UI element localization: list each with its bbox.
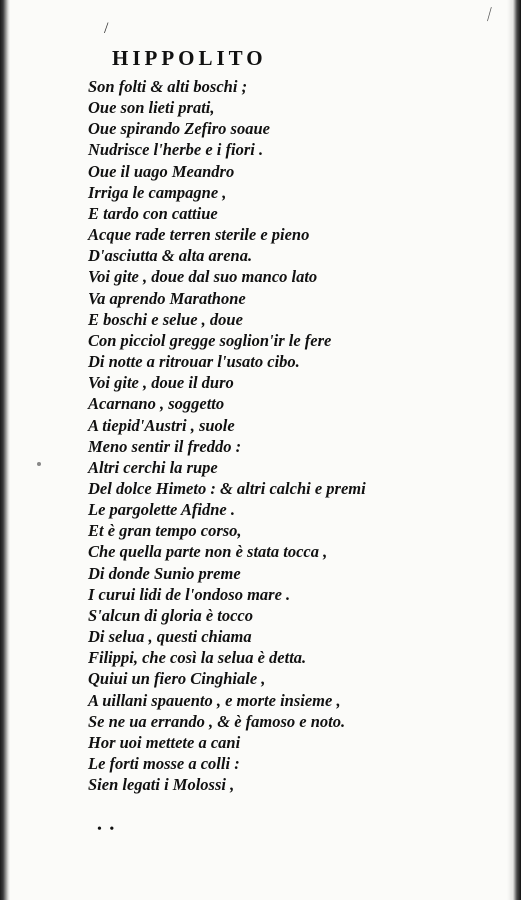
- verse-line: Filippi, che così la selua è detta.: [88, 648, 307, 668]
- verse-line: Di donde Sunio preme: [88, 563, 241, 583]
- verse-line: Le forti mosse a colli :: [88, 754, 240, 773]
- verse-line: Va aprendo Marathone: [88, 288, 246, 308]
- verse-line: A uillani spauento , e morte insieme ,: [88, 690, 341, 710]
- verse-line: Voi gite , doue dal suo manco lato: [88, 267, 318, 287]
- verse-line: S'alcun di gloria è tocco: [88, 605, 253, 625]
- verse-line: Son folti & alti boschi ;: [88, 77, 248, 96]
- verse-line: Acarnano , soggetto: [88, 394, 225, 414]
- verse-line: A tiepid'Austri , suole: [88, 415, 235, 435]
- verse-line: Le pargolette Afidne .: [88, 500, 235, 520]
- running-head: HIPPOLITO: [112, 46, 267, 70]
- verse-line: Con picciol gregge soglion'ir le fere: [88, 330, 332, 350]
- footer-marks: • •: [97, 822, 117, 837]
- verse-line: Et è gran tempo corso,: [88, 521, 242, 541]
- verse-line: Oue il uago Meandro: [88, 161, 235, 181]
- verse-line: Irriga le campagne ,: [88, 182, 227, 202]
- ink-spot: [37, 462, 41, 466]
- verse-line: Acque rade terren sterile e pieno: [88, 225, 310, 245]
- verse-line: Se ne ua errando , & è famoso e noto.: [88, 711, 346, 731]
- verse-line: E boschi e selue , doue: [88, 309, 243, 329]
- verse-line: Hor uoi mettete a cani: [88, 732, 241, 752]
- verse-line: Voi gite , doue il duro: [88, 373, 234, 393]
- verse-line: I curui lidi de l'ondoso mare .: [88, 584, 291, 604]
- verse-block: [88, 76, 388, 795]
- verse-line: Nudrisce l'herbe e i fiori .: [88, 140, 264, 160]
- verse-line: Di notte a ritrouar l'usato cibo.: [88, 352, 300, 372]
- corner-pen-mark: ∕: [484, 4, 495, 24]
- verse-line: Altri cerchi la rupe: [88, 457, 218, 477]
- verse-line: Meno sentir il freddo :: [88, 436, 242, 456]
- page-edge-shadow: [507, 0, 521, 900]
- verse-line: E tardo con cattiue: [88, 203, 218, 223]
- verse-line: Oue son lieti prati,: [88, 98, 215, 118]
- verse-line: Oue spirando Zefiro soaue: [88, 119, 270, 139]
- verse-line: Quiui un fiero Cinghiale ,: [88, 669, 266, 689]
- verse-line: Sien legati i Molossi ,: [88, 775, 235, 795]
- page-gutter-shadow: [0, 0, 10, 900]
- verse-line: Di selua , questi chiama: [88, 627, 252, 647]
- verse-line: D'asciutta & alta arena.: [88, 246, 253, 266]
- verse-line: Del dolce Himeto : & altri calchi e premi: [88, 478, 366, 498]
- top-pen-tick: /: [104, 20, 109, 37]
- verse-line: Che quella parte non è stata tocca ,: [88, 542, 328, 562]
